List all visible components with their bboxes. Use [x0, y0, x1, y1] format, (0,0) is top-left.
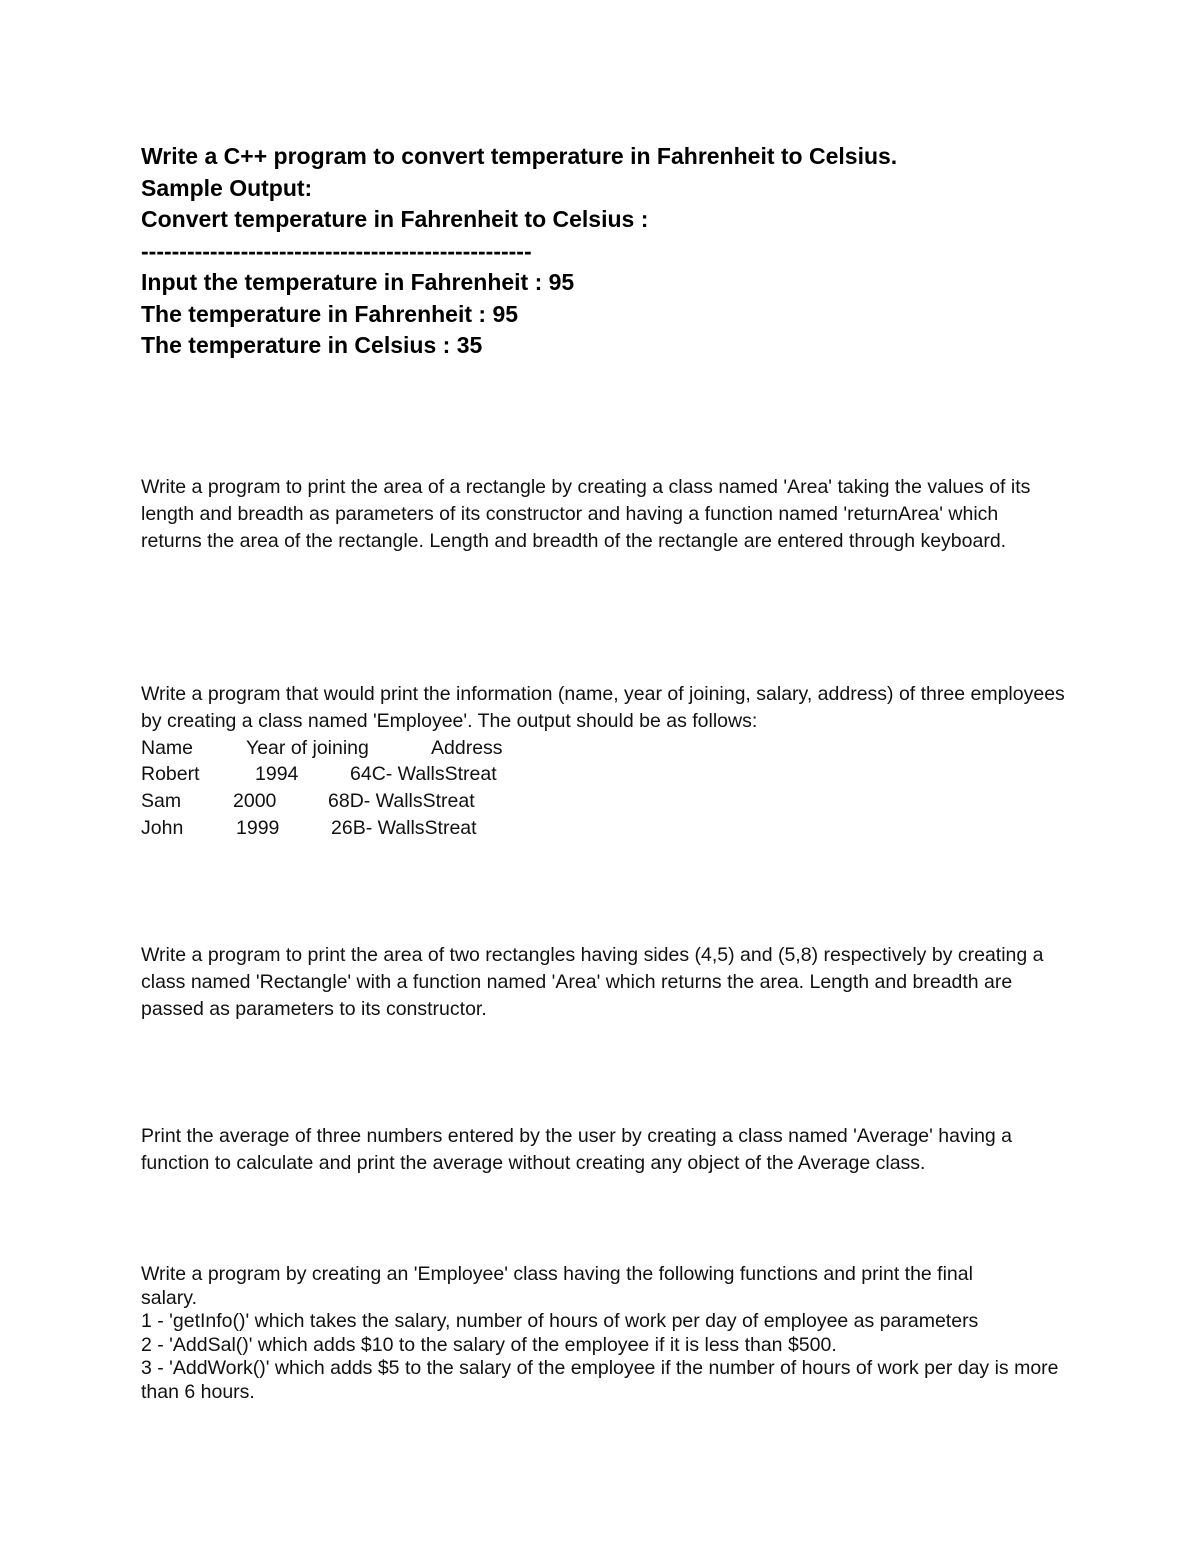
- list-item: 3 - 'AddWork()' which adds $5 to the salary of the employee if the number of hours of work per day is more than 6 hours.: [141, 1357, 1059, 1403]
- task-4-paragraph: Write a program to print the area of two rectangles having sides (4,5) and (5,8) respectively by creating a class named 'Rectangle' with a function named 'Area' which returns the area. Length and breadth are passed as parameters to its constructor.: [141, 944, 1044, 1020]
- header-name: Name: [141, 736, 194, 759]
- task-1-section: [141, 141, 1071, 362]
- task-1-title: Write a C++ program to convert temperature in Fahrenheit to Celsius.: [141, 143, 898, 169]
- task-6-intro: Write a program by creating an 'Employee' class having the following functions and print the final salary.: [141, 1263, 973, 1309]
- row-name: John: [141, 816, 184, 839]
- row-year: 1994: [255, 763, 299, 786]
- list-item: 2 - 'AddSal()' which adds $10 to the salary of the employee if it is less than $500.: [141, 1333, 837, 1356]
- table-row: [141, 788, 1071, 815]
- sample-output-line-3: The temperature in Celsius : 35: [141, 332, 483, 358]
- task-3-section: [141, 681, 1071, 842]
- header-year: Year of joining: [246, 736, 369, 759]
- row-year: 2000: [233, 790, 277, 813]
- sample-output-line-2: The temperature in Fahrenheit : 95: [141, 300, 519, 327]
- sample-output-separator: ---------------------------------------------------: [141, 237, 532, 264]
- row-name: Sam: [141, 790, 182, 813]
- sample-output-heading: Convert temperature in Fahrenheit to Celsius :: [141, 206, 649, 232]
- task-2-paragraph: Write a program to print the area of a rectangle by creating a class named 'Area' taking the values of its length and breadth as parameters of its constructor and having a function named 'returnArea' which returns the area of the rectangle. Length and breadth of the rectangle are entered through keyboard.: [141, 476, 1031, 552]
- task-6-section: [141, 1263, 1066, 1404]
- task-3-paragraph: Write a program that would print the information (name, year of joining, salary, address) of three employees by creating a class named 'Employee'. The output should be as follows:: [141, 683, 1065, 732]
- row-name: Robert: [141, 763, 200, 786]
- row-address: 64C- WallsStreat: [350, 763, 497, 786]
- row-address: 68D- WallsStreat: [328, 790, 475, 813]
- task-5-paragraph: Print the average of three numbers entered by the user by creating a class named 'Average' having a function to calculate and print the average without creating any object of the Average class.: [141, 1125, 1013, 1174]
- table-row: [141, 815, 1071, 842]
- sample-output-label: Sample Output:: [141, 174, 313, 201]
- table-row: [141, 761, 1071, 788]
- sample-output-line-1: Input the temperature in Fahrenheit : 95: [141, 269, 575, 295]
- row-address: 26B- WallsStreat: [331, 816, 477, 839]
- list-item: 1 - 'getInfo()' which takes the salary, number of hours of work per day of employee as parameters: [141, 1310, 979, 1332]
- employee-table-header: [141, 735, 1071, 762]
- row-year: 1999: [236, 816, 280, 839]
- header-address: Address: [431, 736, 503, 759]
